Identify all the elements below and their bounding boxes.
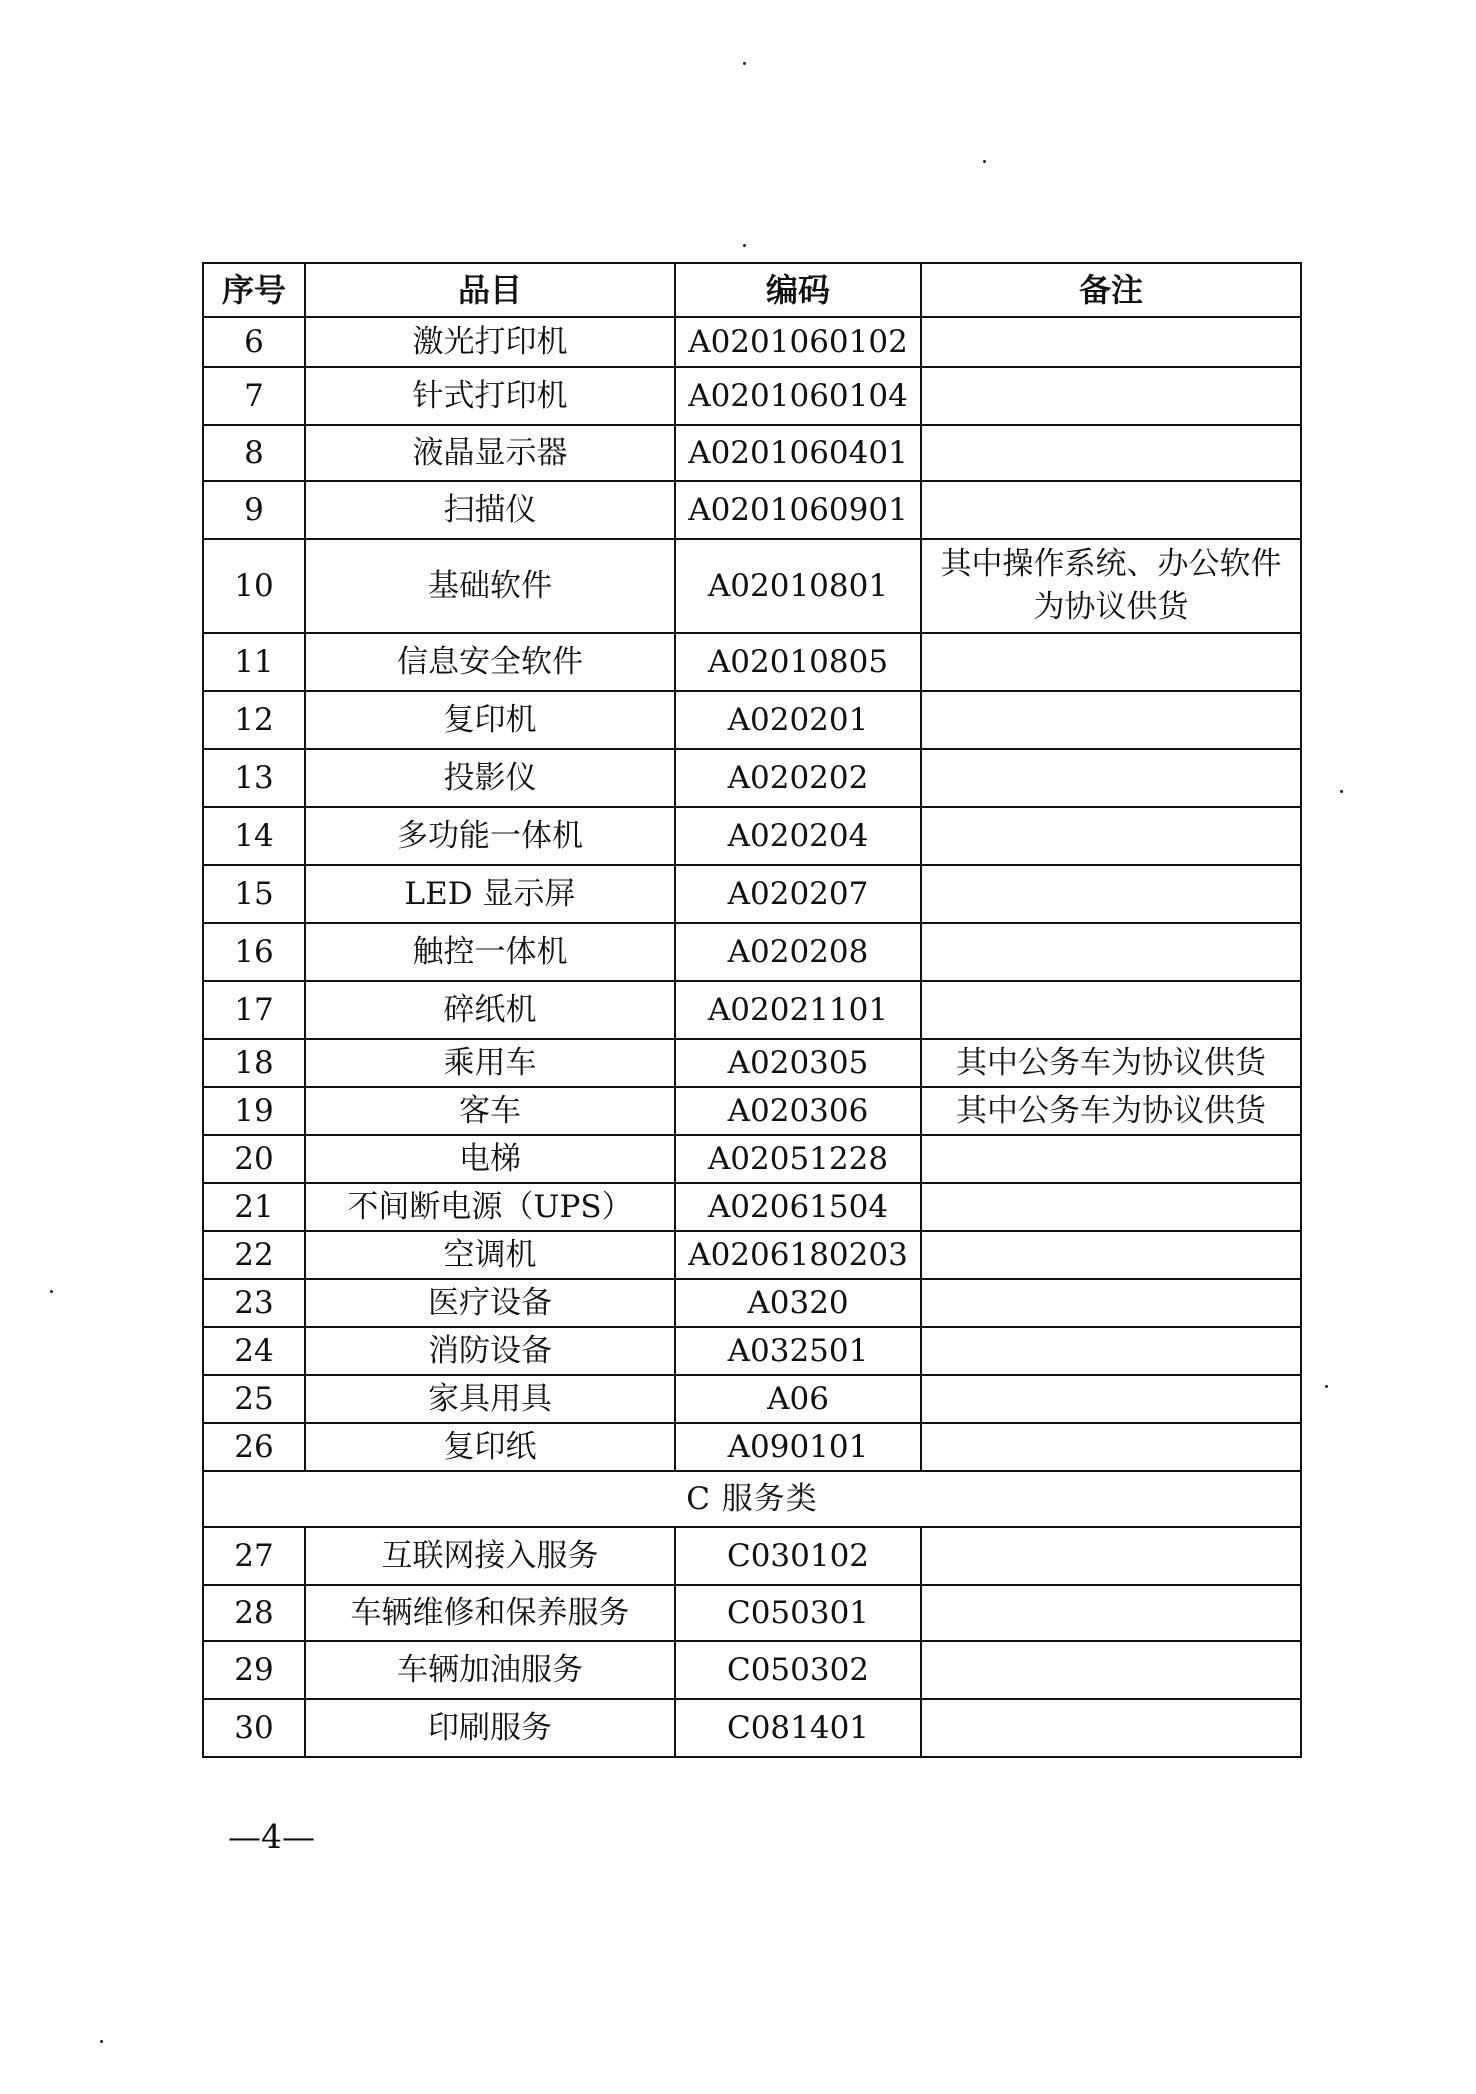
cell-code: C081401 bbox=[675, 1699, 921, 1757]
cell-no: 9 bbox=[203, 481, 305, 539]
cell-note bbox=[921, 425, 1301, 481]
cell-code: C030102 bbox=[675, 1527, 921, 1585]
cell-note bbox=[921, 367, 1301, 425]
cell-item: 信息安全软件 bbox=[305, 633, 675, 691]
scan-speck bbox=[743, 244, 746, 247]
cell-note bbox=[921, 865, 1301, 923]
cell-code: A020202 bbox=[675, 749, 921, 807]
cell-no: 10 bbox=[203, 539, 305, 633]
cell-no: 19 bbox=[203, 1087, 305, 1135]
cell-item: 消防设备 bbox=[305, 1327, 675, 1375]
cell-code: A06 bbox=[675, 1375, 921, 1423]
cell-note bbox=[921, 1423, 1301, 1471]
table-row bbox=[203, 1183, 1301, 1231]
cell-no: 16 bbox=[203, 923, 305, 981]
table-row bbox=[203, 1135, 1301, 1183]
table-row bbox=[203, 633, 1301, 691]
cell-code: C050301 bbox=[675, 1585, 921, 1641]
scan-speck bbox=[1325, 1385, 1328, 1388]
cell-note bbox=[921, 1585, 1301, 1641]
table-header-row bbox=[203, 263, 1301, 317]
cell-item: 车辆维修和保养服务 bbox=[305, 1585, 675, 1641]
cell-item: 医疗设备 bbox=[305, 1279, 675, 1327]
cell-note bbox=[921, 981, 1301, 1039]
table-row bbox=[203, 1375, 1301, 1423]
cell-note bbox=[921, 1375, 1301, 1423]
table-row bbox=[203, 367, 1301, 425]
table-row bbox=[203, 481, 1301, 539]
cell-no: 13 bbox=[203, 749, 305, 807]
table-row bbox=[203, 1585, 1301, 1641]
cell-code: A0201060102 bbox=[675, 317, 921, 367]
cell-no: 22 bbox=[203, 1231, 305, 1279]
table-row bbox=[203, 1699, 1301, 1757]
cell-item: 基础软件 bbox=[305, 539, 675, 633]
cell-no: 28 bbox=[203, 1585, 305, 1641]
cell-code: A02021101 bbox=[675, 981, 921, 1039]
cell-code: C050302 bbox=[675, 1641, 921, 1699]
cell-no: 11 bbox=[203, 633, 305, 691]
table-row bbox=[203, 1527, 1301, 1585]
cell-code: A0206180203 bbox=[675, 1231, 921, 1279]
table-row bbox=[203, 1327, 1301, 1375]
cell-code: A0201060901 bbox=[675, 481, 921, 539]
cell-no: 25 bbox=[203, 1375, 305, 1423]
cell-code: A0201060104 bbox=[675, 367, 921, 425]
cell-code: A020204 bbox=[675, 807, 921, 865]
cell-code: A02010801 bbox=[675, 539, 921, 633]
cell-no: 6 bbox=[203, 317, 305, 367]
cell-code: A02010805 bbox=[675, 633, 921, 691]
cell-item: 激光打印机 bbox=[305, 317, 675, 367]
cell-no: 15 bbox=[203, 865, 305, 923]
cell-no: 24 bbox=[203, 1327, 305, 1375]
cell-note bbox=[921, 481, 1301, 539]
cell-note bbox=[921, 633, 1301, 691]
cell-no: 18 bbox=[203, 1039, 305, 1087]
section-row bbox=[203, 1471, 1301, 1527]
cell-item: 电梯 bbox=[305, 1135, 675, 1183]
table-row bbox=[203, 1423, 1301, 1471]
header-note: 备注 bbox=[921, 263, 1301, 317]
cell-note bbox=[921, 1135, 1301, 1183]
cell-code: A0201060401 bbox=[675, 425, 921, 481]
cell-code: A020207 bbox=[675, 865, 921, 923]
cell-no: 21 bbox=[203, 1183, 305, 1231]
cell-item: 复印机 bbox=[305, 691, 675, 749]
cell-code: A02051228 bbox=[675, 1135, 921, 1183]
scan-speck bbox=[983, 160, 986, 163]
table-row bbox=[203, 1039, 1301, 1087]
cell-no: 23 bbox=[203, 1279, 305, 1327]
scan-speck bbox=[1340, 790, 1343, 793]
cell-note bbox=[921, 1527, 1301, 1585]
cell-item: 触控一体机 bbox=[305, 923, 675, 981]
cell-item: 家具用具 bbox=[305, 1375, 675, 1423]
cell-code: A02061504 bbox=[675, 1183, 921, 1231]
procurement-catalog-table bbox=[202, 262, 1302, 1758]
cell-no: 20 bbox=[203, 1135, 305, 1183]
cell-no: 30 bbox=[203, 1699, 305, 1757]
cell-note bbox=[921, 1699, 1301, 1757]
table-row bbox=[203, 317, 1301, 367]
header-code: 编码 bbox=[675, 263, 921, 317]
cell-no: 27 bbox=[203, 1527, 305, 1585]
cell-no: 8 bbox=[203, 425, 305, 481]
page-number: —4— bbox=[228, 1817, 315, 1856]
header-no: 序号 bbox=[203, 263, 305, 317]
cell-item: 液晶显示器 bbox=[305, 425, 675, 481]
cell-no: 14 bbox=[203, 807, 305, 865]
table-row bbox=[203, 425, 1301, 481]
cell-code: A020201 bbox=[675, 691, 921, 749]
cell-item: 复印纸 bbox=[305, 1423, 675, 1471]
cell-note bbox=[921, 1641, 1301, 1699]
table-row bbox=[203, 749, 1301, 807]
table-row bbox=[203, 807, 1301, 865]
table-row bbox=[203, 1279, 1301, 1327]
table-row bbox=[203, 923, 1301, 981]
cell-item: 乘用车 bbox=[305, 1039, 675, 1087]
cell-note bbox=[921, 317, 1301, 367]
scan-speck bbox=[743, 62, 746, 65]
cell-item: 不间断电源（UPS） bbox=[305, 1183, 675, 1231]
cell-note bbox=[921, 691, 1301, 749]
cell-note bbox=[921, 1279, 1301, 1327]
section-title: C 服务类 bbox=[203, 1471, 1301, 1527]
cell-code: A020305 bbox=[675, 1039, 921, 1087]
cell-code: A0320 bbox=[675, 1279, 921, 1327]
cell-note: 其中操作系统、办公软件为协议供货 bbox=[921, 539, 1301, 633]
cell-item: 针式打印机 bbox=[305, 367, 675, 425]
cell-note bbox=[921, 1231, 1301, 1279]
cell-item: 印刷服务 bbox=[305, 1699, 675, 1757]
cell-item: LED 显示屏 bbox=[305, 865, 675, 923]
cell-note bbox=[921, 807, 1301, 865]
table-row bbox=[203, 1641, 1301, 1699]
cell-item: 客车 bbox=[305, 1087, 675, 1135]
cell-note bbox=[921, 1183, 1301, 1231]
cell-item: 空调机 bbox=[305, 1231, 675, 1279]
cell-note bbox=[921, 923, 1301, 981]
cell-item: 多功能一体机 bbox=[305, 807, 675, 865]
cell-code: A020306 bbox=[675, 1087, 921, 1135]
table-row bbox=[203, 539, 1301, 633]
table-row bbox=[203, 1087, 1301, 1135]
cell-note: 其中公务车为协议供货 bbox=[921, 1039, 1301, 1087]
cell-item: 车辆加油服务 bbox=[305, 1641, 675, 1699]
cell-code: A032501 bbox=[675, 1327, 921, 1375]
cell-no: 7 bbox=[203, 367, 305, 425]
header-item: 品目 bbox=[305, 263, 675, 317]
cell-code: A090101 bbox=[675, 1423, 921, 1471]
cell-item: 碎纸机 bbox=[305, 981, 675, 1039]
table-row bbox=[203, 1231, 1301, 1279]
cell-code: A020208 bbox=[675, 923, 921, 981]
cell-note bbox=[921, 749, 1301, 807]
cell-no: 29 bbox=[203, 1641, 305, 1699]
cell-item: 投影仪 bbox=[305, 749, 675, 807]
cell-note bbox=[921, 1327, 1301, 1375]
cell-no: 26 bbox=[203, 1423, 305, 1471]
cell-item: 扫描仪 bbox=[305, 481, 675, 539]
cell-note: 其中公务车为协议供货 bbox=[921, 1087, 1301, 1135]
cell-no: 12 bbox=[203, 691, 305, 749]
cell-no: 17 bbox=[203, 981, 305, 1039]
cell-item: 互联网接入服务 bbox=[305, 1527, 675, 1585]
table-row bbox=[203, 981, 1301, 1039]
scan-speck bbox=[100, 2040, 103, 2043]
table-row bbox=[203, 691, 1301, 749]
table-row bbox=[203, 865, 1301, 923]
scan-speck bbox=[50, 1290, 53, 1293]
